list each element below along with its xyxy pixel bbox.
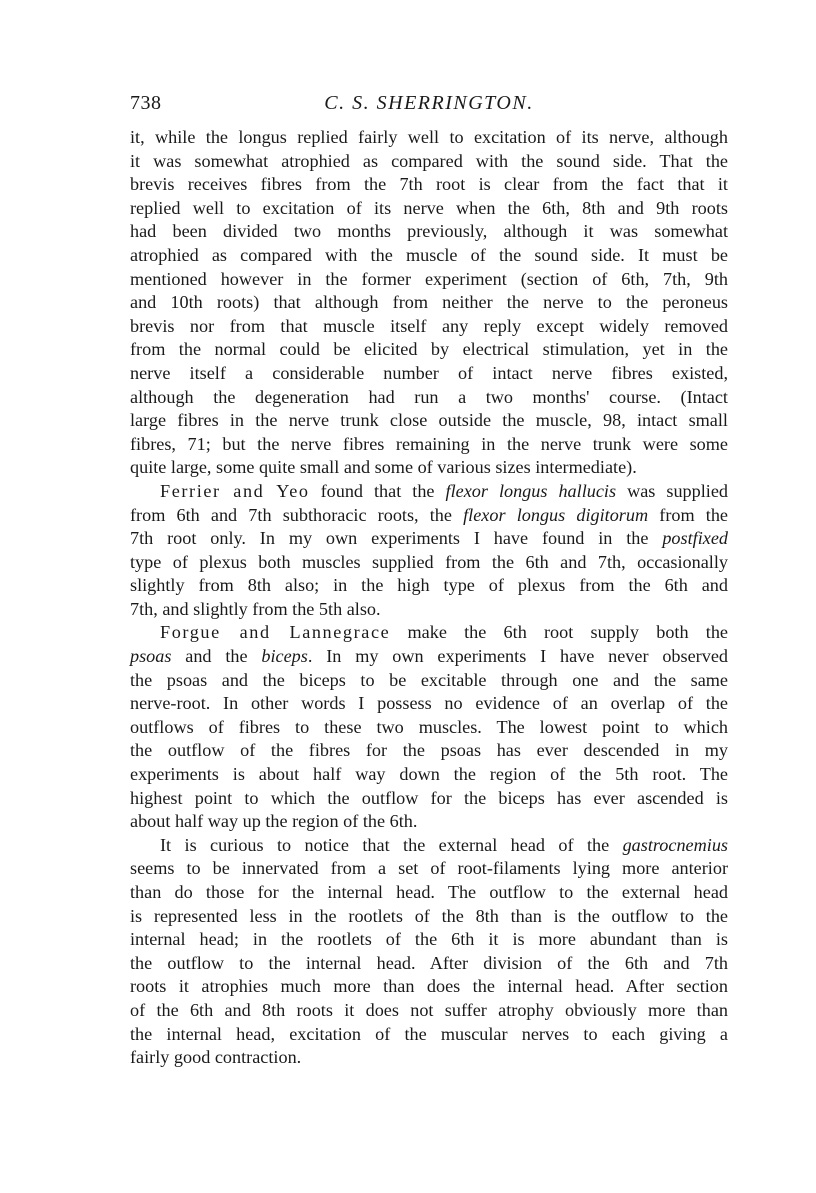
text-line: Ferrier and Yeo found that the flexor longus hallucis was supplied (160, 480, 728, 501)
text-line: the outflow to the internal head. After division of the 6th and 7th (130, 952, 728, 973)
page-header (130, 92, 728, 120)
text-line: it was somewhat atrophied as compared with the sound side. That the (130, 150, 728, 171)
text-line: Forgue and Lannegrace make the 6th root supply both the (160, 622, 728, 643)
text-line: nerve itself a considerable number of intact nerve fibres existed, (130, 362, 728, 383)
muscle-name: flexor longus hallucis (445, 480, 617, 501)
text-line: the internal head, excitation of the muscular nerves to each giving a (130, 1023, 728, 1044)
text-line: 7th, and slightly from the 5th also. (130, 598, 381, 619)
page-number: 738 (130, 92, 162, 114)
text-line: large fibres in the nerve trunk close outside the muscle, 98, intact small (130, 410, 728, 431)
text-line: is represented less in the rootlets of the 8th than is the outflow to the (130, 905, 728, 926)
text-line: brevis nor from that muscle itself any reply except widely removed (130, 315, 728, 336)
text-line: highest point to which the outflow for the biceps has ever ascended is (130, 787, 728, 808)
author-names: Forgue and Lannegrace (160, 622, 391, 643)
text-line: type of plexus both muscles supplied from the 6th and 7th, occasionally (130, 551, 728, 572)
text-line: slightly from 8th also; in the high type of plexus from the 6th and (130, 575, 728, 596)
text-line: 7th root only. In my own experiments I have found in the postfixed (130, 528, 728, 549)
running-head: C. S. SHERRINGTON. (324, 92, 534, 114)
text-line: than do those for the internal head. The outflow to the external head (130, 882, 728, 902)
muscle-name: flexor longus digitorum (463, 504, 649, 525)
text-line: about half way up the region of the 6th. (130, 811, 418, 832)
muscle-name: psoas (130, 646, 172, 667)
text-line: roots it atrophies much more than does the internal head. After section (130, 976, 728, 997)
text-line: internal head; in the rootlets of the 6th it is more abundant than is (130, 929, 728, 950)
text-line: the psoas and the biceps to be excitable through one and the same (130, 669, 728, 690)
text-line: psoas and the biceps. In my own experiments I have never observed (130, 646, 728, 667)
text-line: quite large, some quite small and some of various sizes intermediate). (130, 457, 637, 478)
text-line: It is curious to notice that the external head of the gastrocnemius (160, 834, 728, 855)
emphasis: postfixed (662, 528, 728, 549)
text-line: outflows of fibres to these two muscles. The lowest point to which (130, 716, 728, 737)
text-line: from the normal could be elicited by electrical stimulation, yet in the (130, 339, 728, 360)
text-line: atrophied as compared with the muscle of the sound side. It must be (130, 244, 728, 265)
body-text (130, 126, 728, 1070)
text-line: mentioned however in the former experiment (section of 6th, 7th, 9th (130, 268, 728, 289)
paragraph (130, 480, 728, 622)
text-line: fibres, 71; but the nerve fibres remaining in the nerve trunk were some (130, 433, 728, 454)
text-line: experiments is about half way down the region of the 5th root. The (130, 764, 728, 785)
paragraph (130, 834, 728, 1070)
text-line: and 10th roots) that although from neither the nerve to the peroneus (130, 292, 728, 313)
paragraph (130, 126, 728, 480)
text-line: of the 6th and 8th roots it does not suffer atrophy obviously more than (130, 999, 728, 1020)
muscle-name: biceps (261, 646, 308, 667)
muscle-name: gastrocnemius (622, 834, 728, 855)
author-names: Ferrier and Yeo (160, 480, 310, 501)
paragraph (130, 621, 728, 833)
text-line: the outflow of the fibres for the psoas has ever descended in my (130, 740, 728, 761)
text-line: brevis receives fibres from the 7th root is clear from the fact that it (130, 174, 728, 195)
text-line: replied well to excitation of its nerve when the 6th, 8th and 9th roots (130, 197, 728, 218)
text-line: it, while the longus replied fairly well to excitation of its nerve, although (130, 127, 728, 147)
text-line: nerve-root. In other words I possess no evidence of an overlap of the (130, 693, 728, 714)
text-line: although the degeneration had run a two months' course. (Intact (130, 386, 728, 407)
text-line: had been divided two months previously, although it was somewhat (130, 221, 728, 242)
text-line: seems to be innervated from a set of root-filaments lying more anterior (130, 858, 728, 879)
text-line: from 6th and 7th subthoracic roots, the flexor longus digitorum from the (130, 504, 728, 525)
text-line: fairly good contraction. (130, 1047, 302, 1068)
